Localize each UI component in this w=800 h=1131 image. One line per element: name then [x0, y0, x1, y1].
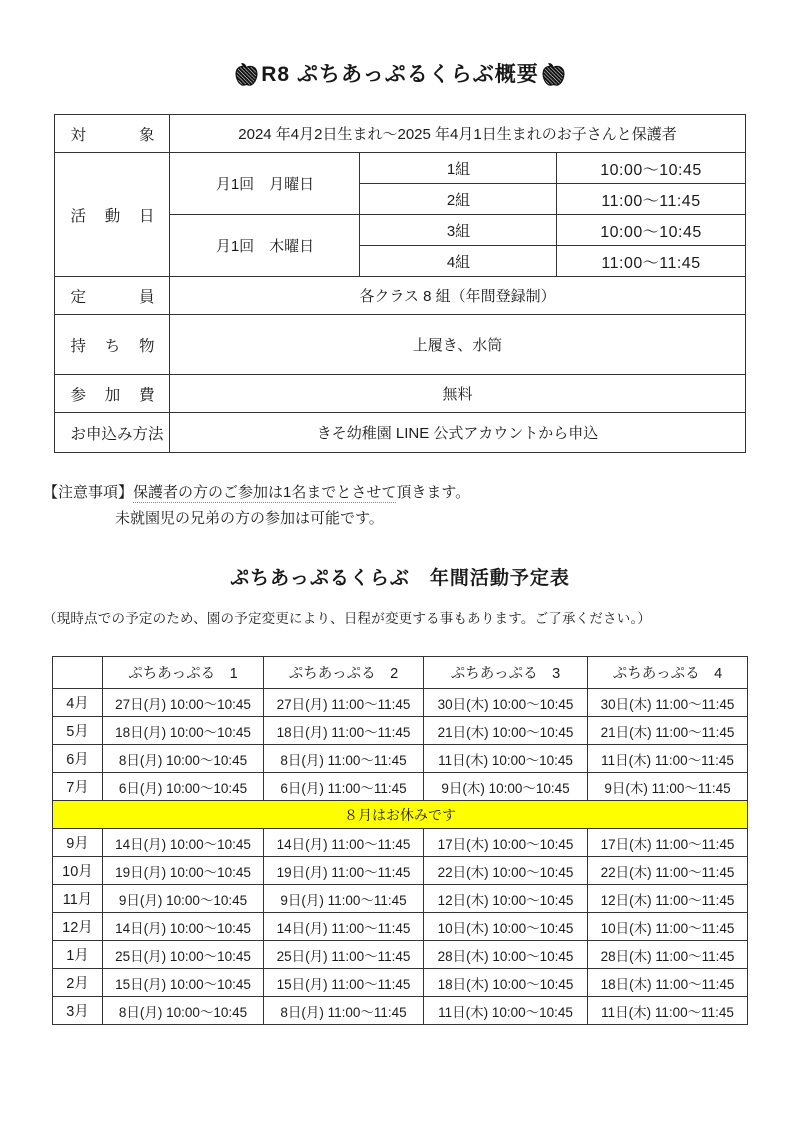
schedule-row-february	[53, 969, 748, 997]
month-cell: 4月	[53, 689, 103, 717]
belongings-label: 持ち物	[55, 315, 170, 375]
belongings-value: 上履き、水筒	[170, 315, 745, 375]
capacity-value: 各クラス 8 組（年間登録制）	[170, 277, 745, 315]
page-title	[0, 58, 800, 88]
session-cell: 30日(木) 11:00～11:45	[588, 689, 748, 717]
thursday-frequency: 月1回 木曜日	[170, 215, 360, 277]
session-cell: 11日(木) 10:00～10:45	[424, 745, 588, 773]
session-cell: 14日(月) 11:00～11:45	[264, 829, 424, 857]
fee-value: 無料	[170, 375, 745, 413]
session-cell: 27日(月) 11:00～11:45	[264, 689, 424, 717]
session-cell: 27日(月) 10:00～10:45	[103, 689, 264, 717]
session-cell: 28日(木) 10:00～10:45	[424, 941, 588, 969]
session-cell: 18日(月) 10:00～10:45	[103, 717, 264, 745]
session-cell: 8日(月) 11:00～11:45	[264, 997, 424, 1025]
session-cell: 30日(木) 10:00～10:45	[424, 689, 588, 717]
month-cell: 2月	[53, 969, 103, 997]
schedule-title: ぷちあっぷるくらぶ 年間活動予定表	[230, 568, 570, 589]
group-name: 3組	[360, 215, 557, 246]
target-label: 対象	[55, 115, 170, 153]
schedule-row-may	[53, 717, 748, 745]
application-value: きそ幼稚園 LINE 公式アカウントから申込	[170, 413, 745, 453]
fee-label: 参加費	[55, 375, 170, 413]
session-cell: 18日(月) 11:00～11:45	[264, 717, 424, 745]
session-cell: 17日(木) 10:00～10:45	[424, 829, 588, 857]
session-cell: 6日(月) 10:00～10:45	[103, 773, 264, 801]
notice-line-1	[43, 480, 800, 506]
session-cell: 6日(月) 11:00～11:45	[264, 773, 424, 801]
schedule-table	[52, 656, 748, 1025]
august-break-cell: ８月はお休みです	[53, 801, 748, 829]
month-cell: 5月	[53, 717, 103, 745]
session-cell: 12日(木) 10:00～10:45	[424, 885, 588, 913]
schedule-row-november	[53, 885, 748, 913]
page-title-text: R8 ぷちあっぷるくらぶ概要	[261, 63, 539, 86]
overview-row-belongings	[55, 315, 745, 375]
schedule-row-september	[53, 829, 748, 857]
session-cell: 28日(木) 11:00～11:45	[588, 941, 748, 969]
session-cell: 12日(木) 11:00～11:45	[588, 885, 748, 913]
column-header: ぷちあっぷる 1	[103, 657, 264, 689]
session-cell: 9日(月) 10:00～10:45	[103, 885, 264, 913]
session-cell: 18日(木) 10:00～10:45	[424, 969, 588, 997]
schedule-row-july	[53, 773, 748, 801]
group-name: 4組	[360, 246, 557, 277]
month-cell: 9月	[53, 829, 103, 857]
overview-row-capacity	[55, 277, 745, 315]
session-cell: 19日(月) 10:00～10:45	[103, 857, 264, 885]
overview-row-application	[55, 413, 745, 453]
apple-icon	[542, 62, 565, 87]
schedule-row-august-break	[53, 801, 748, 829]
session-cell: 22日(木) 10:00～10:45	[424, 857, 588, 885]
schedule-row-january	[53, 941, 748, 969]
notice-rest: 頂きます。	[396, 484, 471, 501]
session-cell: 9日(木) 10:00～10:45	[424, 773, 588, 801]
session-cell: 11日(木) 10:00～10:45	[424, 997, 588, 1025]
schedule-note: （現時点での予定のため、園の予定変更により、日程が変更する事もあります。ご了承ください。）	[43, 611, 652, 626]
session-cell: 14日(月) 10:00～10:45	[103, 829, 264, 857]
corner-cell	[53, 657, 103, 689]
overview-row-activity-1	[55, 153, 745, 184]
month-cell: 1月	[53, 941, 103, 969]
session-cell: 25日(月) 11:00～11:45	[264, 941, 424, 969]
month-cell: 12月	[53, 913, 103, 941]
apple-icon	[235, 62, 258, 87]
session-cell: 21日(木) 10:00～10:45	[424, 717, 588, 745]
session-cell: 8日(月) 10:00～10:45	[103, 745, 264, 773]
session-cell: 14日(月) 11:00～11:45	[264, 913, 424, 941]
group-time: 10:00～10:45	[557, 215, 745, 246]
session-cell: 18日(木) 11:00～11:45	[588, 969, 748, 997]
schedule-row-march	[53, 997, 748, 1025]
session-cell: 14日(月) 10:00～10:45	[103, 913, 264, 941]
month-cell: 11月	[53, 885, 103, 913]
session-cell: 21日(木) 11:00～11:45	[588, 717, 748, 745]
activity-label: 活動日	[55, 153, 170, 277]
schedule-row-october	[53, 857, 748, 885]
schedule-header-row	[53, 657, 748, 689]
session-cell: 15日(月) 10:00～10:45	[103, 969, 264, 997]
month-cell: 6月	[53, 745, 103, 773]
session-cell: 10日(木) 11:00～11:45	[588, 913, 748, 941]
month-cell: 3月	[53, 997, 103, 1025]
group-time: 11:00～11:45	[557, 184, 745, 215]
column-header: ぷちあっぷる 4	[588, 657, 748, 689]
session-cell: 25日(月) 10:00～10:45	[103, 941, 264, 969]
overview-row-fee	[55, 375, 745, 413]
session-cell: 8日(月) 11:00～11:45	[264, 745, 424, 773]
target-value: 2024 年4月2日生まれ～2025 年4月1日生まれのお子さんと保護者	[170, 115, 745, 153]
schedule-row-june	[53, 745, 748, 773]
month-cell: 7月	[53, 773, 103, 801]
session-cell: 17日(木) 11:00～11:45	[588, 829, 748, 857]
schedule-row-april	[53, 689, 748, 717]
session-cell: 15日(月) 11:00～11:45	[264, 969, 424, 997]
notice-block	[43, 480, 800, 532]
overview-row-target	[55, 115, 745, 153]
group-name: 1組	[360, 153, 557, 184]
session-cell: 10日(木) 10:00～10:45	[424, 913, 588, 941]
column-header: ぷちあっぷる 3	[424, 657, 588, 689]
notice-underlined-text: 保護者の方のご参加は1名までとさせて	[133, 484, 397, 501]
session-cell: 11日(木) 11:00～11:45	[588, 997, 748, 1025]
overview-table	[54, 114, 745, 453]
notice-line-2: 未就園児の兄弟の方の参加は可能です。	[115, 510, 384, 527]
session-cell: 19日(月) 11:00～11:45	[264, 857, 424, 885]
session-cell: 11日(木) 11:00～11:45	[588, 745, 748, 773]
group-name: 2組	[360, 184, 557, 215]
session-cell: 22日(木) 11:00～11:45	[588, 857, 748, 885]
group-time: 10:00～10:45	[557, 153, 745, 184]
monday-frequency: 月1回 月曜日	[170, 153, 360, 215]
application-label: お申込み方法	[55, 413, 170, 453]
schedule-row-december	[53, 913, 748, 941]
notice-heading: 【注意事項】	[43, 484, 134, 501]
month-cell: 10月	[53, 857, 103, 885]
column-header: ぷちあっぷる 2	[264, 657, 424, 689]
group-time: 11:00～11:45	[557, 246, 745, 277]
session-cell: 9日(月) 11:00～11:45	[264, 885, 424, 913]
session-cell: 8日(月) 10:00～10:45	[103, 997, 264, 1025]
session-cell: 9日(木) 11:00～11:45	[588, 773, 748, 801]
capacity-label: 定員	[55, 277, 170, 315]
